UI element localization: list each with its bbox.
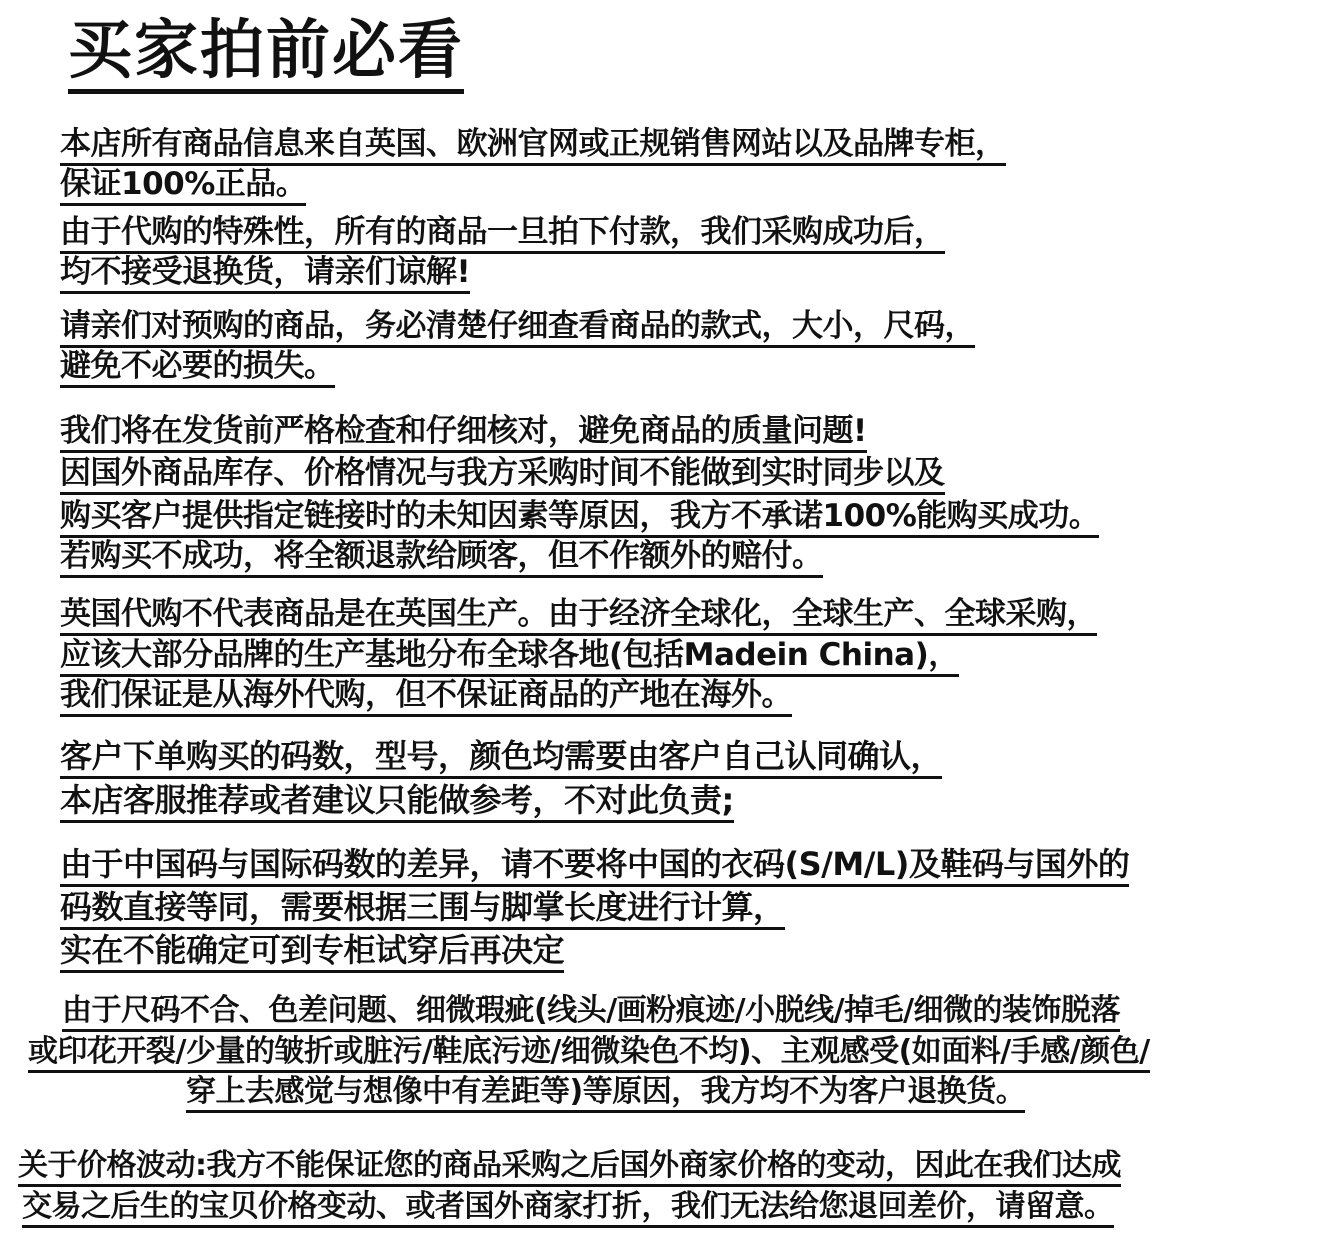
notice-line: 避免不必要的损失。 bbox=[60, 350, 335, 388]
notice-line: 码数直接等同，需要根据三围与脚掌长度进行计算， bbox=[60, 891, 785, 930]
notice-line: 均不接受退换货，请亲们谅解! bbox=[60, 256, 470, 294]
notice-line: 由于尺码不合、色差问题、细微瑕疵(线头/画粉痕迹/小脱线/掉毛/细微的装饰脱落 bbox=[62, 995, 1120, 1032]
notice-line: 我们保证是从海外代购，但不保证商品的产地在海外。 bbox=[60, 679, 792, 717]
notice-line: 实在不能确定可到专柜试穿后再决定 bbox=[60, 934, 564, 973]
notice-line: 应该大部分品牌的生产基地分布全球各地(包括Madein China)， bbox=[60, 639, 959, 677]
notice-line: 由于中国码与国际码数的差异，请不要将中国的衣码(S/M/L)及鞋码与国外的 bbox=[60, 848, 1129, 887]
notice-line: 客户下单购买的码数，型号，颜色均需要由客户自己认同确认， bbox=[60, 740, 942, 779]
notice-line: 交易之后生的宝贝价格变动、或者国外商家打折，我们无法给您退回差价，请留意。 bbox=[22, 1191, 1114, 1228]
notice-line: 英国代购不代表商品是在英国生产。由于经济全球化，全球生产、全球采购， bbox=[60, 598, 1097, 636]
notice-line: 本店所有商品信息来自英国、欧洲官网或正规销售网站以及品牌专柜， bbox=[60, 128, 1006, 166]
notice-line: 若购买不成功，将全额退款给顾客，但不作额外的赔付。 bbox=[60, 540, 823, 578]
notice-line: 我们将在发货前严格检查和仔细核对，避免商品的质量问题! bbox=[60, 415, 867, 453]
notice-line: 或印花开裂/少量的皱折或脏污/鞋底污迹/细微染色不均)、主观感受(如面料/手感/颜色/ bbox=[28, 1036, 1150, 1073]
notice-line: 由于代购的特殊性，所有的商品一旦拍下付款，我们采购成功后， bbox=[60, 216, 945, 254]
notice-line: 购买客户提供指定链接时的未知因素等原因，我方不承诺100%能购买成功。 bbox=[60, 500, 1099, 538]
page-title: 买家拍前必看 bbox=[68, 18, 464, 94]
notice-line: 穿上去感觉与想像中有差距等)等原因，我方均不为客户退换货。 bbox=[186, 1076, 1025, 1113]
notice-line: 本店客服推荐或者建议只能做参考，不对此负责; bbox=[60, 784, 734, 823]
notice-line: 请亲们对预购的商品，务必清楚仔细查看商品的款式，大小，尺码， bbox=[60, 310, 975, 348]
notice-line: 保证100%正品。 bbox=[60, 168, 306, 206]
notice-line: 因国外商品库存、价格情况与我方采购时间不能做到实时同步以及 bbox=[60, 457, 945, 495]
notice-line: 关于价格波动:我方不能保证您的商品采购之后国外商家价格的变动，因此在我们达成 bbox=[18, 1150, 1121, 1187]
